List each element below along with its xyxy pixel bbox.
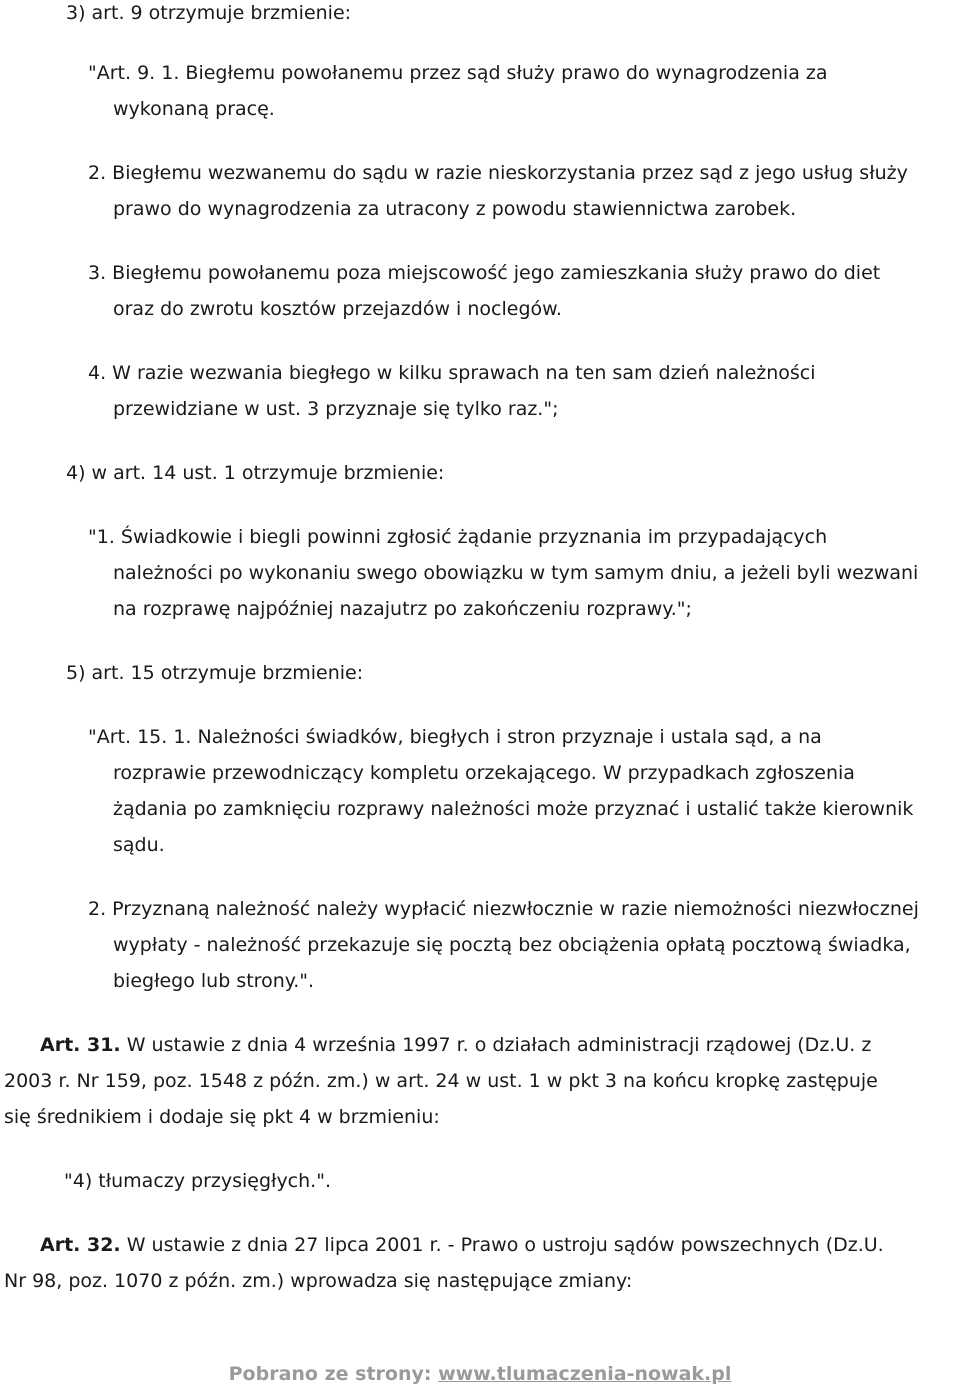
art14-ust1-line1: "1. Świadkowie i biegli powinni zgłosić żądanie przyznania im przypadających: [88, 526, 828, 548]
art31-line2: 2003 r. Nr 159, poz. 1548 z późn. zm.) w art. 24 w ust. 1 w pkt 3 na końcu kropkę zastępuje: [4, 1070, 878, 1092]
art9-ust1-line2: wykonaną pracę.: [113, 98, 275, 120]
art9-ust3-line1: 3. Biegłemu powołanemu poza miejscowość jego zamieszkania służy prawo do diet: [88, 262, 881, 284]
art9-ust3-line2: oraz do zwrotu kosztów przejazdów i noclegów.: [113, 298, 562, 320]
art31-label: Art. 31.: [40, 1034, 121, 1056]
art15-ust1-line4: sądu.: [113, 834, 165, 856]
art32-text: W ustawie z dnia 27 lipca 2001 r. - Prawo o ustroju sądów powszechnych (Dz.U.: [120, 1234, 884, 1256]
art31-line3: się średnikiem i dodaje się pkt 4 w brzmieniu:: [4, 1106, 440, 1128]
art15-ust1-line2: rozprawie przewodniczący kompletu orzekającego. W przypadkach zgłoszenia: [113, 762, 855, 784]
footer-source: [0, 1361, 960, 1387]
art9-ust2-line2: prawo do wynagrodzenia za utracony z powodu stawiennictwa zarobek.: [113, 198, 797, 220]
art15-ust2-line2: wypłaty - należność przekazuje się pocztą bez obciążenia opłatą pocztową świadka,: [113, 934, 911, 956]
item-3-heading: 3) art. 9 otrzymuje brzmienie:: [66, 2, 352, 24]
art15-ust1-line1: "Art. 15. 1. Należności świadków, biegłych i stron przyznaje i ustala sąd, a na: [88, 726, 822, 748]
art31-text: W ustawie z dnia 4 września 1997 r. o działach administracji rządowej (Dz.U. z: [120, 1034, 872, 1056]
art31-quote: "4) tłumaczy przysięgłych.".: [64, 1170, 331, 1192]
art9-ust2-line1: 2. Biegłemu wezwanemu do sądu w razie nieskorzystania przez sąd z jego usług służy: [88, 162, 908, 184]
art32-line1: [40, 1232, 884, 1258]
footer-link[interactable]: www.tlumaczenia-nowak.pl: [438, 1363, 732, 1385]
art31-line1: [40, 1032, 871, 1058]
art15-ust2-line3: biegłego lub strony.".: [113, 970, 315, 992]
art32-line2: Nr 98, poz. 1070 z późn. zm.) wprowadza się następujące zmiany:: [4, 1270, 633, 1292]
art32-label: Art. 32.: [40, 1234, 121, 1256]
art9-ust1-line1: "Art. 9. 1. Biegłemu powołanemu przez sąd służy prawo do wynagrodzenia za: [88, 62, 828, 84]
item-5-heading: 5) art. 15 otrzymuje brzmienie:: [66, 662, 364, 684]
item-4-heading: 4) w art. 14 ust. 1 otrzymuje brzmienie:: [66, 462, 445, 484]
art9-ust4-line1: 4. W razie wezwania biegłego w kilku sprawach na ten sam dzień należności: [88, 362, 816, 384]
footer-prefix: Pobrano ze strony:: [228, 1363, 439, 1385]
art15-ust1-line3: żądania po zamknięciu rozprawy należności może przyznać i ustalić także kierownik: [113, 798, 914, 820]
art14-ust1-line2: należności po wykonaniu swego obowiązku w tym samym dniu, a jeżeli byli wezwani: [113, 562, 919, 584]
art14-ust1-line3: na rozprawę najpóźniej nazajutrz po zakończeniu rozprawy.";: [113, 598, 692, 620]
art9-ust4-line2: przewidziane w ust. 3 przyznaje się tylko raz.";: [113, 398, 559, 420]
art15-ust2-line1: 2. Przyznaną należność należy wypłacić niezwłocznie w razie niemożności niezwłocznej: [88, 898, 919, 920]
